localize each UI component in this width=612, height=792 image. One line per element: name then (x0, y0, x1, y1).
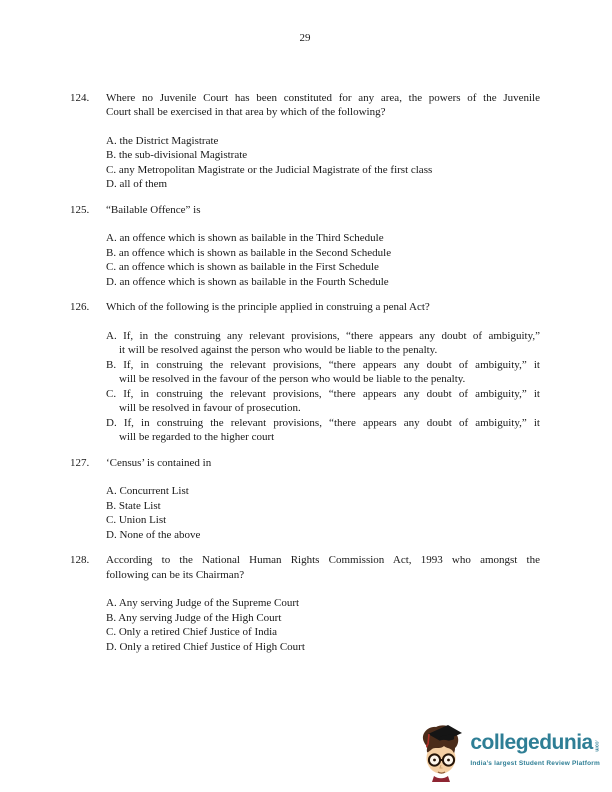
option-d: D. an offence which is shown as bailable in the Fourth Schedule (106, 275, 389, 288)
option-a (106, 329, 540, 358)
question-text-line: “Bailable Offence” is (106, 203, 201, 216)
option-c: C. an offence which is shown as bailable in the First Schedule (106, 261, 379, 273)
option-c: C. any Metropolitan Magistrate or the Judicial Magistrate of the first class (106, 163, 433, 176)
options-list (106, 134, 540, 192)
options-list (106, 231, 540, 289)
option-a: A. the District Magistrate (106, 134, 219, 147)
question-127 (70, 456, 540, 543)
question-text (106, 203, 540, 218)
option-line: B. If, in construing the relevant provisions, “there appears any doubt of ambiguity,” it (106, 358, 540, 371)
option-line: will be regarded to the higher court (119, 431, 275, 443)
option-c: C. Union List (106, 514, 167, 526)
question-text-line: Court shall be exercised in that area by which of the following? (106, 106, 386, 118)
option-c: C. Only a retired Chief Justice of India (106, 626, 278, 638)
question-125 (70, 203, 540, 290)
question-text (106, 300, 540, 315)
option-line: will be resolved in the favour of the person who would be liable to the penalty. (119, 373, 466, 385)
graduate-mascot-icon (414, 720, 468, 784)
option-d: D. Only a retired Chief Justice of High Court (106, 640, 305, 653)
question-number: 126. (70, 301, 90, 313)
question-text (106, 91, 540, 120)
brand-wordmark: collegedunia (470, 731, 593, 755)
option-b: B. an offence which is shown as bailable in the Second Schedule (106, 246, 392, 259)
options-list (106, 329, 540, 445)
brand-tagline: India’s largest Student Review Platform (470, 760, 600, 768)
question-number: 128. (70, 554, 90, 566)
question-text-line: ‘Census’ is contained in (106, 456, 212, 469)
page-number: 29 (299, 32, 311, 44)
option-line: will be resolved in favour of prosecution. (119, 402, 301, 414)
question-128 (70, 553, 540, 654)
option-d: D. None of the above (106, 528, 201, 541)
option-a: A. Concurrent List (106, 485, 189, 497)
collegedunia-logo (414, 720, 600, 784)
question-text-line: Which of the following is the principle applied in construing a penal Act? (106, 301, 430, 313)
question-number: 127. (70, 456, 90, 469)
question-124 (70, 91, 540, 192)
options-list (106, 596, 540, 654)
option-line: C. If, in construing the relevant provisions, “there appears any doubt of ambiguity,” it (106, 387, 540, 400)
brand-suffix: .com (593, 739, 600, 752)
question-text-line: Where no Juvenile Court has been constituted for any area, the powers of the Juvenile (106, 91, 540, 104)
question-text (106, 553, 540, 582)
question-number: 125. (70, 203, 90, 216)
question-text-line: According to the National Human Rights Commission Act, 1993 who amongst the (106, 554, 540, 566)
option-c (106, 387, 540, 416)
option-line: D. If, in construing the relevant provisions, “there appears any doubt of ambiguity,” it (106, 416, 540, 429)
option-b (106, 358, 540, 387)
option-a: A. an offence which is shown as bailable in the Third Schedule (106, 232, 384, 244)
option-d: D. all of them (106, 178, 168, 190)
option-a: A. Any serving Judge of the Supreme Court (106, 597, 300, 609)
option-line: it will be resolved against the person who would be liable to the penalty. (119, 344, 438, 356)
options-list (106, 484, 540, 542)
option-b: B. State List (106, 499, 161, 512)
option-b: B. Any serving Judge of the High Court (106, 611, 282, 624)
option-d (106, 416, 540, 445)
question-text-line: following can be its Chairman? (106, 568, 245, 581)
option-b: B. the sub-divisional Magistrate (106, 149, 248, 161)
question-number: 124. (70, 91, 90, 104)
question-text (106, 456, 540, 471)
question-126 (70, 300, 540, 445)
option-line: A. If, in the construing any relevant provisions, “there appears any doubt of ambiguity,” (106, 329, 540, 342)
